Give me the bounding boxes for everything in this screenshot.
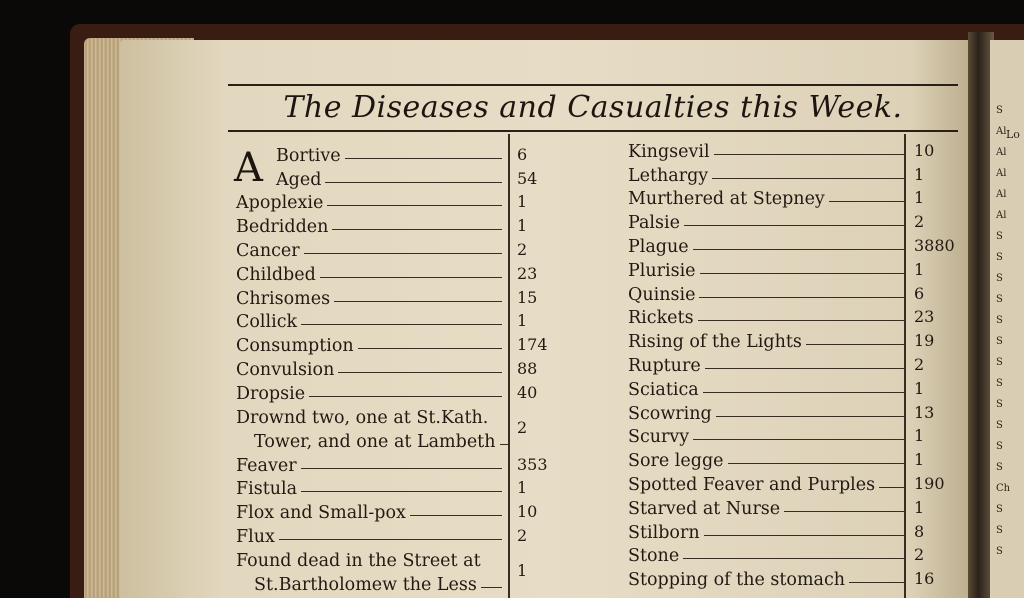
disease-name: Childbed (236, 264, 316, 285)
death-count: 190 (914, 473, 945, 493)
next-page-entry: S (996, 462, 1003, 473)
next-page-entry: Al (996, 168, 1007, 179)
table-row (236, 285, 538, 309)
next-page-column (996, 100, 1024, 562)
table-row (628, 305, 935, 329)
drop-cap: A (234, 145, 263, 191)
death-count: 10 (517, 502, 538, 522)
leader-line (698, 320, 904, 321)
disease-name: Sore legge (628, 451, 724, 472)
disease-name: Collick (236, 312, 298, 333)
next-page-entry: S (996, 399, 1003, 410)
next-page-entry: S (996, 315, 1003, 326)
table-row (236, 547, 528, 595)
next-page-entry: S (996, 378, 1003, 389)
disease-name: Consumption (236, 336, 354, 357)
death-count: 15 (517, 287, 538, 307)
page-title: The Diseases and Casualties this Week. (283, 90, 903, 125)
disease-name: Rising of the Lights (628, 332, 802, 353)
leader-line (332, 229, 502, 230)
disease-name: Apoplexie (236, 193, 324, 214)
disease-name: Kingsevil (628, 141, 710, 162)
table-row (236, 142, 528, 166)
table-row (236, 476, 528, 500)
disease-name: Rickets (628, 308, 694, 329)
leader-line (358, 348, 502, 349)
leader-line (784, 511, 904, 512)
table-row (628, 209, 925, 234)
death-count: 1 (914, 164, 925, 184)
next-page-entry: Al (996, 210, 1007, 221)
death-count: 88 (517, 358, 538, 378)
table-row (628, 566, 935, 591)
death-count: 40 (517, 382, 538, 402)
leader-line (301, 491, 502, 492)
right-disease-list (628, 138, 968, 590)
table-row (236, 166, 538, 190)
leader-line (410, 515, 502, 516)
column-gap (614, 134, 616, 598)
leader-line (705, 368, 904, 369)
disease-name: Scurvy (628, 427, 690, 448)
leader-line (683, 558, 904, 559)
disease-name: Feaver (236, 455, 297, 476)
death-count: 3880 (914, 235, 955, 255)
table-row (628, 447, 925, 472)
disease-name: Cancer (236, 240, 300, 261)
leader-line (728, 463, 904, 464)
disease-name: Palsie (628, 213, 680, 234)
leader-line (693, 439, 904, 440)
leader-line (829, 201, 904, 202)
death-count: 1 (914, 188, 925, 208)
next-page-entry: S (996, 336, 1003, 347)
leader-line (334, 301, 502, 302)
death-count: 1 (914, 378, 925, 398)
leader-line (309, 396, 502, 397)
disease-name: Quinsie (628, 284, 696, 305)
leader-line (481, 587, 502, 588)
disease-name-continued: St.Bartholomew the Less (254, 574, 477, 595)
leader-line (849, 582, 904, 583)
death-count: 1 (517, 192, 528, 212)
table-row (236, 261, 538, 285)
next-page-entry: S (996, 273, 1003, 284)
death-count: 2 (914, 545, 925, 565)
table-row (628, 233, 955, 257)
death-count: 54 (517, 168, 538, 188)
death-count: 6 (517, 144, 528, 164)
leader-line (327, 205, 502, 206)
next-page-entry: S (996, 105, 1003, 116)
leader-line (716, 416, 904, 417)
title-rule-bottom (228, 130, 958, 132)
table-row (236, 523, 528, 547)
next-page-entry: S (996, 252, 1003, 263)
table-row (628, 495, 925, 519)
disease-name: Scowring (628, 403, 712, 424)
death-count: 2 (517, 239, 528, 259)
death-count: 2 (914, 212, 925, 232)
next-page (990, 40, 1024, 598)
table-row (236, 499, 538, 524)
death-count: 19 (914, 331, 935, 351)
disease-name: Starved at Nurse (628, 498, 781, 519)
death-count: 1 (914, 450, 925, 470)
next-page-entry: Al (996, 189, 1007, 200)
disease-name: Dropsie (236, 383, 306, 404)
leader-line (700, 273, 904, 274)
table-row (628, 186, 925, 210)
next-page-entry: S (996, 546, 1003, 557)
disease-name: Lethargy (628, 165, 709, 186)
death-count: 1 (517, 560, 528, 580)
leader-line (806, 344, 904, 345)
death-count: 1 (914, 259, 925, 279)
table-row (628, 162, 925, 186)
table-row (628, 519, 925, 543)
next-page-entry: Al (996, 126, 1007, 137)
leader-line (325, 182, 502, 183)
death-count: 23 (517, 263, 538, 283)
next-page-entry: Ch (996, 483, 1011, 494)
leader-line (714, 154, 904, 155)
next-page-entry: S (996, 441, 1003, 452)
leader-line (712, 178, 904, 179)
leader-line (304, 253, 502, 254)
leader-line (345, 158, 502, 159)
death-count: 1 (517, 478, 528, 498)
table-row (628, 328, 935, 353)
next-page-entry: Al (996, 147, 1007, 158)
disease-name: Stopping of the stomach (628, 570, 846, 591)
death-count: 23 (914, 307, 935, 327)
table-row (628, 543, 925, 567)
death-count: 16 (914, 569, 935, 589)
next-page-entry: S (996, 231, 1003, 242)
death-count: 2 (517, 417, 528, 437)
leader-line (693, 249, 904, 250)
leader-line (279, 539, 502, 540)
next-page-entry: S (996, 357, 1003, 368)
disease-name: Murthered at Stepney (628, 189, 825, 210)
death-count: 8 (914, 521, 925, 541)
disease-name: Spotted Feaver and Purples (628, 474, 876, 495)
death-count: 174 (517, 335, 548, 355)
table-row (236, 380, 538, 404)
leader-line (704, 535, 904, 536)
disease-name: Stone (628, 546, 680, 567)
table-row (236, 190, 528, 214)
leader-line (879, 487, 904, 488)
death-count: 10 (914, 140, 935, 160)
disease-name: Stilborn (628, 522, 700, 543)
leader-line (301, 468, 502, 469)
death-count: 13 (914, 402, 935, 422)
table-row (236, 356, 538, 380)
table-row (628, 376, 925, 400)
table-row (236, 452, 548, 476)
death-count: 1 (517, 216, 528, 236)
next-page-header: Lo (1006, 128, 1020, 141)
leader-line (500, 444, 508, 445)
disease-name: Aged (276, 169, 322, 190)
death-count: 2 (914, 354, 925, 374)
disease-name: Plurisie (628, 260, 696, 281)
left-disease-list (236, 142, 566, 595)
table-row (236, 213, 528, 238)
disease-name: Sciatica (628, 379, 699, 400)
table-row (236, 237, 528, 261)
disease-name: Convulsion (236, 359, 335, 380)
table-row (628, 257, 925, 281)
death-count: 1 (914, 497, 925, 517)
table-row (236, 309, 528, 333)
disease-name: Chrisomes (236, 288, 331, 309)
next-page-entry: S (996, 504, 1003, 515)
disease-name: Drownd two, one at St.Kath. (236, 407, 489, 428)
disease-name: Fistula (236, 479, 298, 500)
table-row (628, 424, 925, 448)
next-page-entry: S (996, 420, 1003, 431)
table-row (628, 138, 935, 162)
table-row (236, 332, 548, 357)
disease-name: Rupture (628, 355, 701, 376)
disease-name-continued: Tower, and one at Lambeth (254, 431, 496, 452)
leader-line (684, 225, 904, 226)
disease-name: Flox and Small-pox (236, 503, 406, 524)
death-count: 353 (517, 454, 548, 474)
death-count: 2 (517, 525, 528, 545)
leader-line (320, 277, 502, 278)
leader-line (703, 392, 904, 393)
table-row (628, 281, 925, 305)
next-page-entry: S (996, 294, 1003, 305)
disease-name: Bedridden (236, 217, 329, 238)
leader-line (301, 324, 502, 325)
death-count: 1 (914, 426, 925, 446)
table-row (236, 404, 528, 452)
table-row (628, 400, 935, 424)
disease-name: Flux (236, 526, 275, 547)
leader-line (338, 372, 502, 373)
table-row (628, 352, 925, 376)
next-page-entry: S (996, 525, 1003, 536)
disease-name: Plague (628, 236, 689, 257)
disease-name: Found dead in the Street at (236, 550, 481, 571)
table-row (628, 471, 945, 495)
leader-line (699, 297, 904, 298)
death-count: 1 (517, 311, 528, 331)
disease-name: Bortive (276, 145, 341, 166)
death-count: 6 (914, 283, 925, 303)
